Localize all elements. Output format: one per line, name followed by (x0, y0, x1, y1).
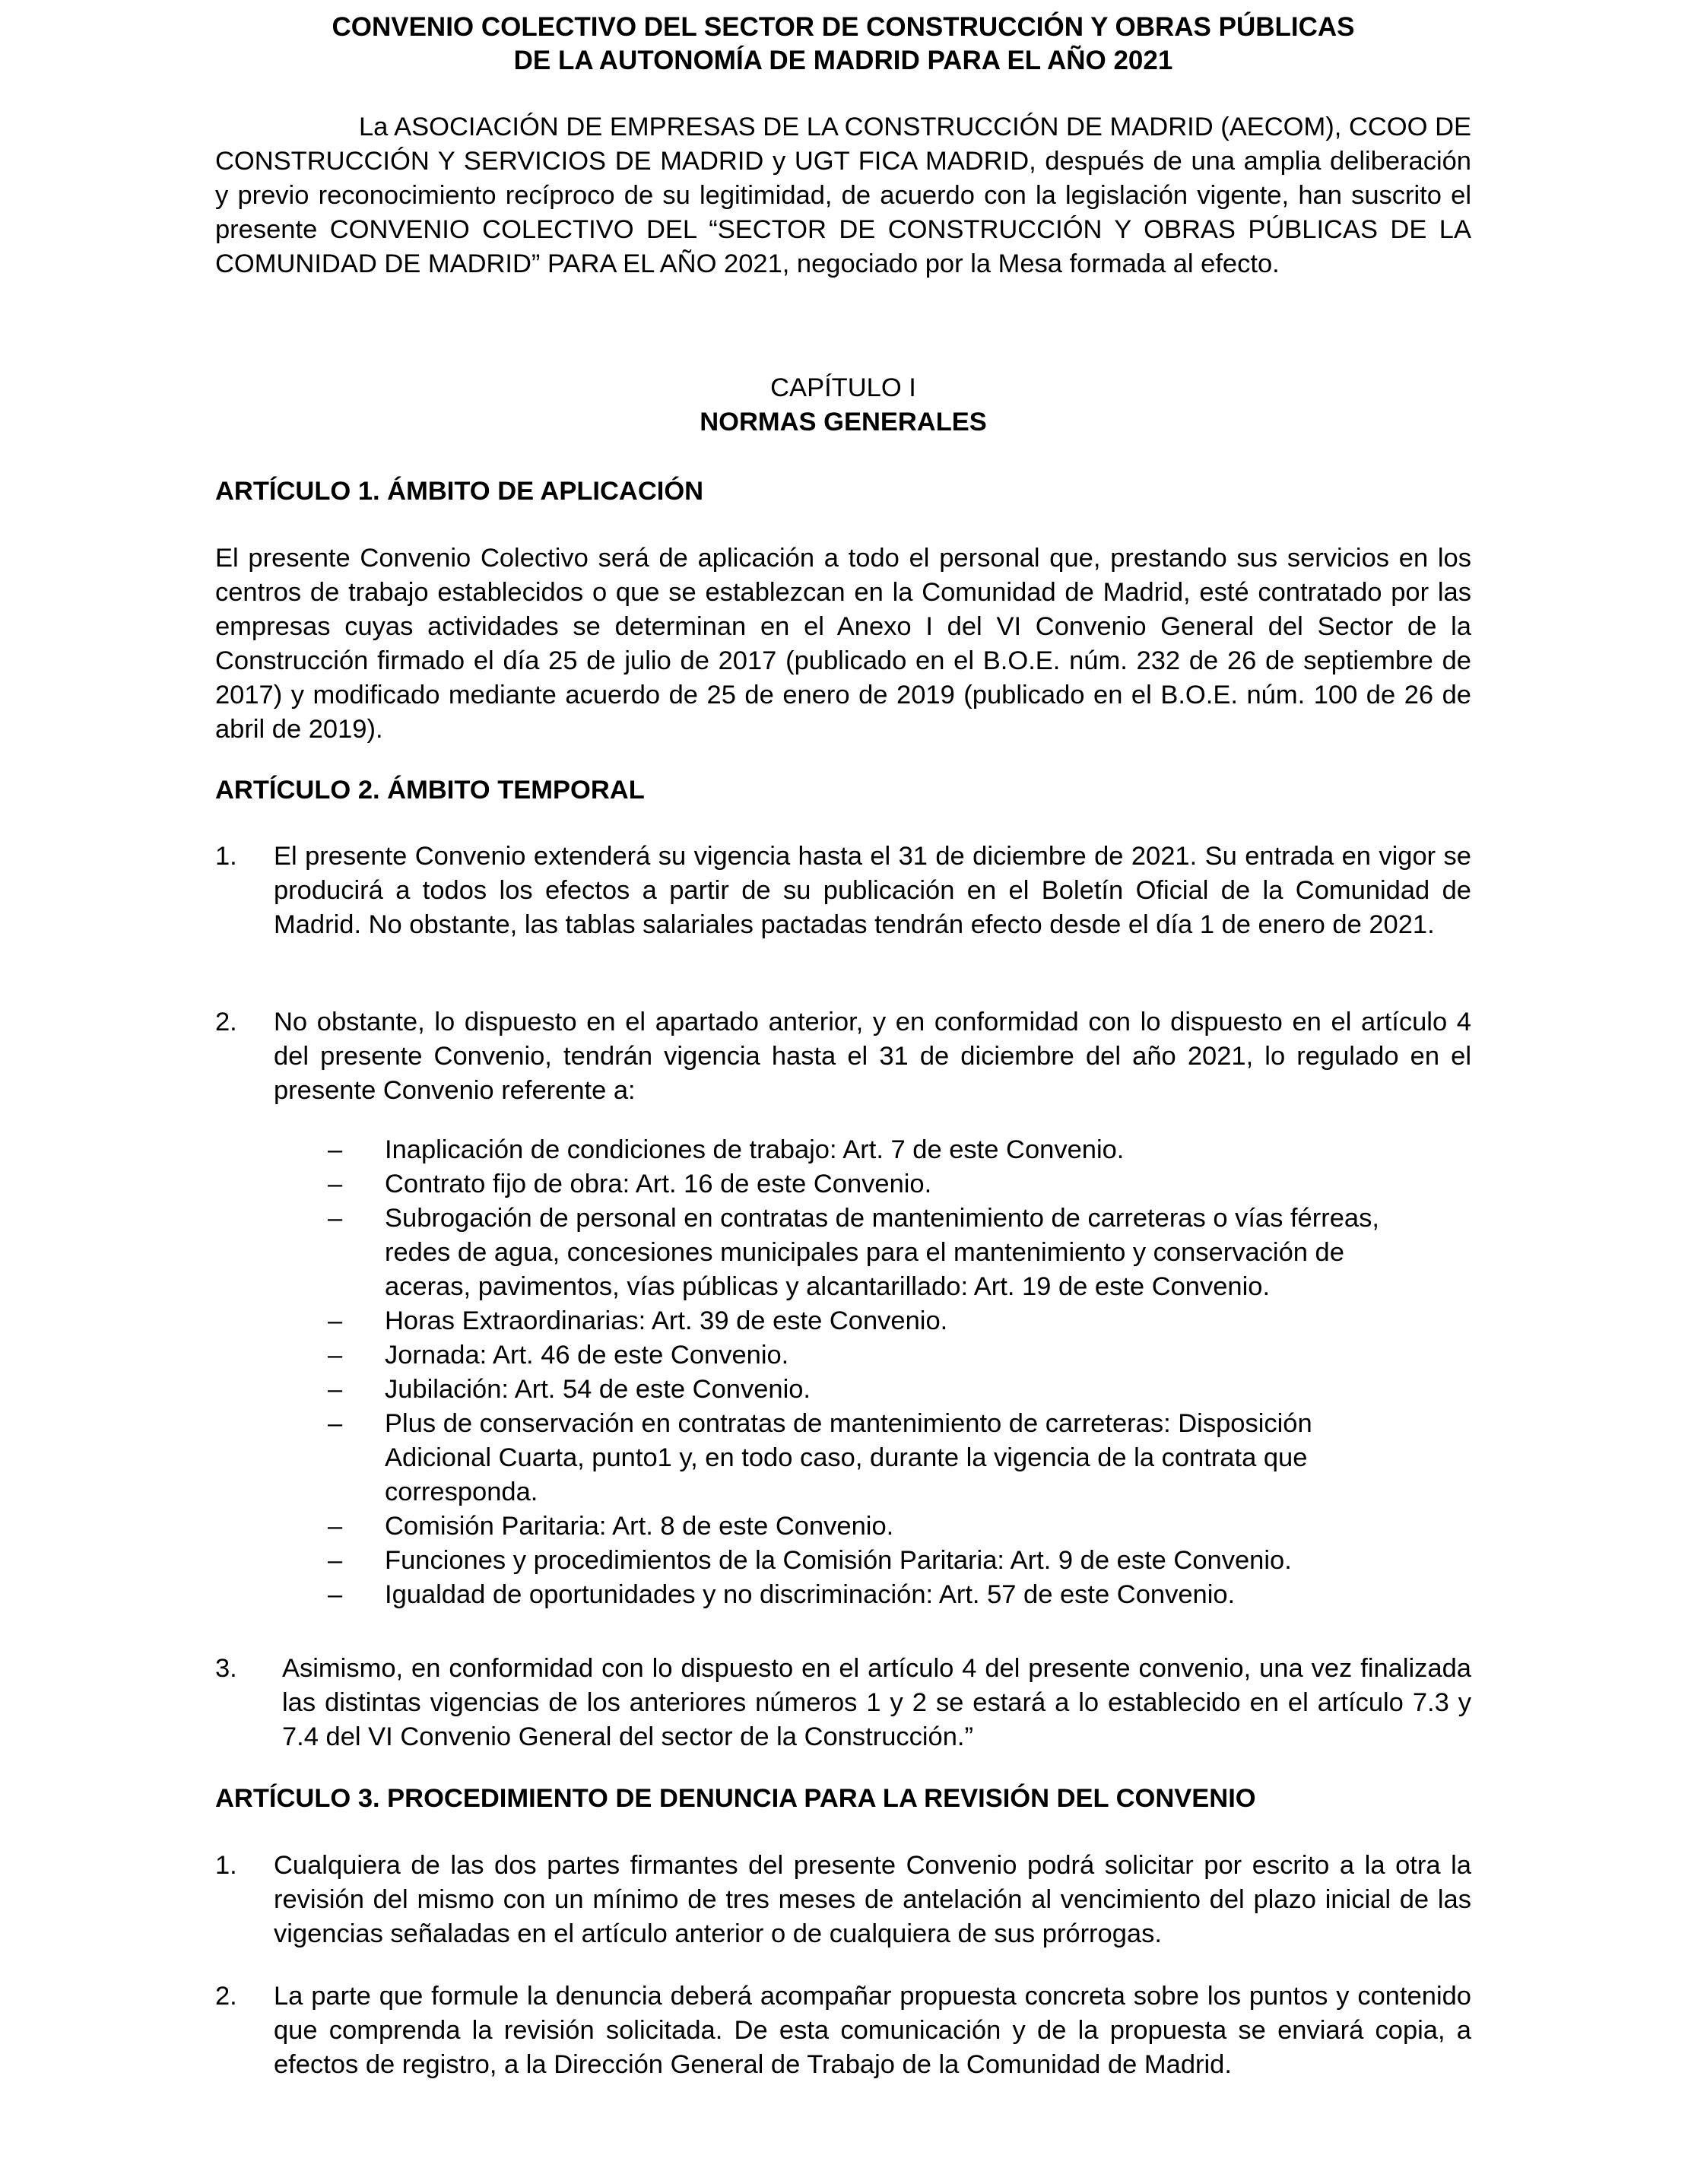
dash-bullet: – (328, 1204, 343, 1233)
title-line-1: CONVENIO COLECTIVO DEL SECTOR DE CONSTRUCCIÓN Y OBRAS PÚBLICAS (332, 12, 1355, 42)
dash-bullet: – (328, 1306, 343, 1335)
article-2-heading: ARTÍCULO 2. ÁMBITO TEMPORAL (215, 776, 645, 805)
list-item (215, 1304, 1471, 1338)
list-item-text: Plus de conservación en contratas de mantenimiento de carreteras: Disposición Adicional Cuarta, punto1 y, en todo caso, durante la vigencia de la contrata que corresponda. (385, 1409, 1312, 1506)
list-item-text: Inaplicación de condiciones de trabajo: Art. 7 de este Convenio. (385, 1135, 1125, 1164)
chapter-heading (215, 371, 1471, 440)
list-item (215, 1202, 1471, 1304)
list-item-text: Comisión Paritaria: Art. 8 de este Convenio. (385, 1512, 894, 1541)
list-item-text: Subrogación de personal en contratas de mantenimiento de carreteras o vías férreas, redes de agua, concesiones municipales para el mantenimiento y conservación de aceras, pavimentos, vías públicas y alcantarillado: Art. 19 de este Convenio. (385, 1204, 1379, 1301)
dash-bullet: – (328, 1341, 343, 1370)
list-item (215, 1167, 1471, 1202)
item-text: El presente Convenio extenderá su vigencia hasta el 31 de diciembre de 2021. Su entrada en vigor se producirá a todos los efectos a partir de su publicación en el Boletín Oficial de la Comunidad de Madrid. No obstante, las tablas salariales pactadas tendrán efecto desde el día 1 de enero de 2021. (274, 842, 1471, 939)
list-item (215, 1544, 1471, 1578)
dash-bullet: – (328, 1580, 343, 1609)
article-3-heading: ARTÍCULO 3. PROCEDIMIENTO DE DENUNCIA PARA LA REVISIÓN DEL CONVENIO (215, 1784, 1256, 1813)
item-number: 3. (215, 1654, 237, 1683)
dash-bullet: – (328, 1135, 343, 1164)
item-number: 1. (215, 842, 237, 871)
list-item-text: Jubilación: Art. 54 de este Convenio. (385, 1375, 811, 1404)
list-item (215, 1373, 1471, 1407)
item-text: Cualquiera de las dos partes firmantes del presente Convenio podrá solicitar por escrito a la otra la revisión del mismo con un mínimo de tres meses de antelación al vencimiento del plazo inicial de las vigencias señaladas en el artículo anterior o de cualquiera de sus prórrogas. (274, 1851, 1471, 1948)
item-number: 2. (215, 1008, 237, 1036)
chapter-name: NORMAS GENERALES (700, 408, 987, 436)
list-item (215, 1578, 1471, 1612)
dash-bullet: – (328, 1375, 343, 1404)
dash-bullet: – (328, 1409, 343, 1438)
dash-bullet: – (328, 1512, 343, 1541)
chapter-number: CAPÍTULO I (770, 373, 916, 402)
article-1-heading: ARTÍCULO 1. ÁMBITO DE APLICACIÓN (215, 477, 704, 506)
dash-bullet: – (328, 1546, 343, 1575)
list-item (215, 1338, 1471, 1373)
title-line-2: DE LA AUTONOMÍA DE MADRID PARA EL AÑO 2021 (513, 46, 1173, 75)
item-text: La parte que formule la denuncia deberá acompañar propuesta concreta sobre los puntos y contenido que comprenda la revisión solicitada. De esta comunicación y de la propuesta se enviará copia, a efectos de registro, a la Dirección General de Trabajo de la Comunidad de Madrid. (274, 1982, 1471, 2079)
item-text: Asimismo, en conformidad con lo dispuesto en el artículo 4 del presente convenio, una vez finalizada las distintas vigencias de los anteriores números 1 y 2 se estará a lo establecido en el artículo 7.3 y 7.4 del VI Convenio General del sector de la Construcción.” (282, 1654, 1471, 1751)
intro-paragraph: La ASOCIACIÓN DE EMPRESAS DE LA CONSTRUCCIÓN DE MADRID (AECOM), CCOO DE CONSTRUCCIÓN Y SERVICIOS DE MADRID y UGT FICA MADRID, después de una amplia deliberación y previo reconocimiento recíproco de su legitimidad, de acuerdo con la legislación vigente, han suscrito el presente CONVENIO COLECTIVO DEL “SECTOR DE CONSTRUCCIÓN Y OBRAS PÚBLICAS DE LA COMUNIDAD DE MADRID” PARA EL AÑO 2021, negociado por la Mesa formada al efecto. (215, 113, 1471, 278)
list-item (215, 1133, 1471, 1167)
article-1-text: El presente Convenio Colectivo será de aplicación a todo el personal que, prestando sus servicios en los centros de trabajo establecidos o que se establezcan en la Comunidad de Madrid, esté contratado por las empresas cuyas actividades se determinan en el Anexo I del VI Convenio General del Sector de la Construcción firmado el día 25 de julio de 2017 (publicado en el B.O.E. núm. 232 de 26 de septiembre de 2017) y modificado mediante acuerdo de 25 de enero de 2019 (publicado en el B.O.E. núm. 100 de 26 de abril de 2019). (215, 544, 1471, 744)
document-title (215, 11, 1471, 78)
item-number: 1. (215, 1851, 237, 1880)
list-item-text: Igualdad de oportunidades y no discriminación: Art. 57 de este Convenio. (385, 1580, 1236, 1609)
article-2-dash-list (215, 1133, 1471, 1612)
list-item-text: Horas Extraordinarias: Art. 39 de este Convenio. (385, 1306, 948, 1335)
list-item-text: Contrato fijo de obra: Art. 16 de este Convenio. (385, 1170, 932, 1198)
list-item-text: Jornada: Art. 46 de este Convenio. (385, 1341, 789, 1370)
item-number: 2. (215, 1982, 237, 2011)
item-text: No obstante, lo dispuesto en el apartado anterior, y en conformidad con lo dispuesto en el artículo 4 del presente Convenio, tendrán vigencia hasta el 31 de diciembre del año 2021, lo regulado en el presente Convenio referente a: (274, 1008, 1471, 1105)
list-item-text: Funciones y procedimientos de la Comisión Paritaria: Art. 9 de este Convenio. (385, 1546, 1292, 1575)
dash-bullet: – (328, 1170, 343, 1198)
list-item (215, 1509, 1471, 1544)
list-item (215, 1407, 1471, 1509)
